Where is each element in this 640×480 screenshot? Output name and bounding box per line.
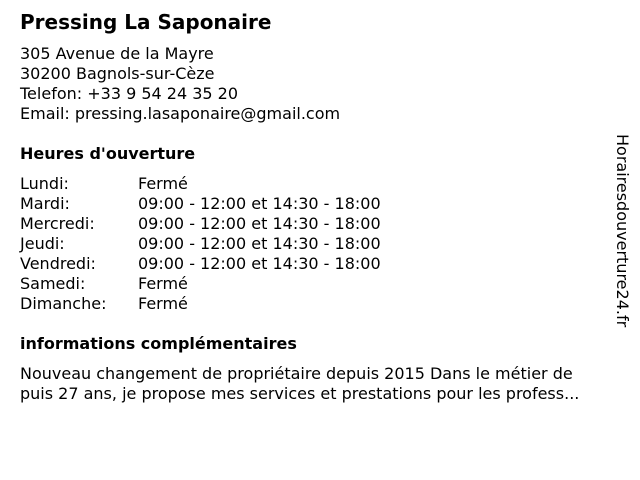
phone-line: Telefon: +33 9 54 24 35 20: [20, 84, 239, 103]
day-hours: 09:00 - 12:00 et 14:30 - 18:00: [138, 254, 381, 273]
street-address: 305 Avenue de la Mayre: [20, 44, 214, 63]
contact-block: [20, 44, 340, 124]
city-line: 30200 Bagnols-sur-Cèze: [20, 64, 215, 83]
day-label: Mardi:: [20, 194, 70, 213]
info-line-2: puis 27 ans, je propose mes services et prestations pour les profess...: [20, 384, 580, 403]
info-line-1: Nouveau changement de propriétaire depuis 2015 Dans le métier de: [20, 364, 573, 383]
hours-heading: Heures d'ouverture: [20, 144, 196, 163]
day-label: Samedi:: [20, 274, 86, 293]
hours-row-wednesday: [20, 214, 381, 234]
day-hours: Fermé: [138, 294, 188, 313]
hours-row-friday: [20, 254, 381, 274]
day-label: Vendredi:: [20, 254, 96, 273]
hours-row-tuesday: [20, 194, 381, 214]
email-line: Email: pressing.lasaponaire@gmail.com: [20, 104, 341, 123]
day-label: Dimanche:: [20, 294, 107, 313]
hours-row-thursday: [20, 234, 381, 254]
hours-row-sunday: [20, 294, 381, 314]
hours-row-saturday: [20, 274, 381, 294]
day-label: Mercredi:: [20, 214, 95, 233]
info-description: [20, 364, 632, 404]
day-hours: 09:00 - 12:00 et 14:30 - 18:00: [138, 194, 381, 213]
day-hours: Fermé: [138, 174, 188, 193]
business-name: Pressing La Saponaire: [20, 10, 272, 34]
site-watermark: Horairesdouverture24.fr: [613, 134, 632, 328]
day-hours: 09:00 - 12:00 et 14:30 - 18:00: [138, 234, 381, 253]
day-label: Lundi:: [20, 174, 69, 193]
day-hours: 09:00 - 12:00 et 14:30 - 18:00: [138, 214, 381, 233]
hours-table: [20, 174, 381, 314]
info-heading: informations complémentaires: [20, 334, 297, 353]
hours-row-monday: [20, 174, 381, 194]
day-hours: Fermé: [138, 274, 188, 293]
day-label: Jeudi:: [20, 234, 65, 253]
